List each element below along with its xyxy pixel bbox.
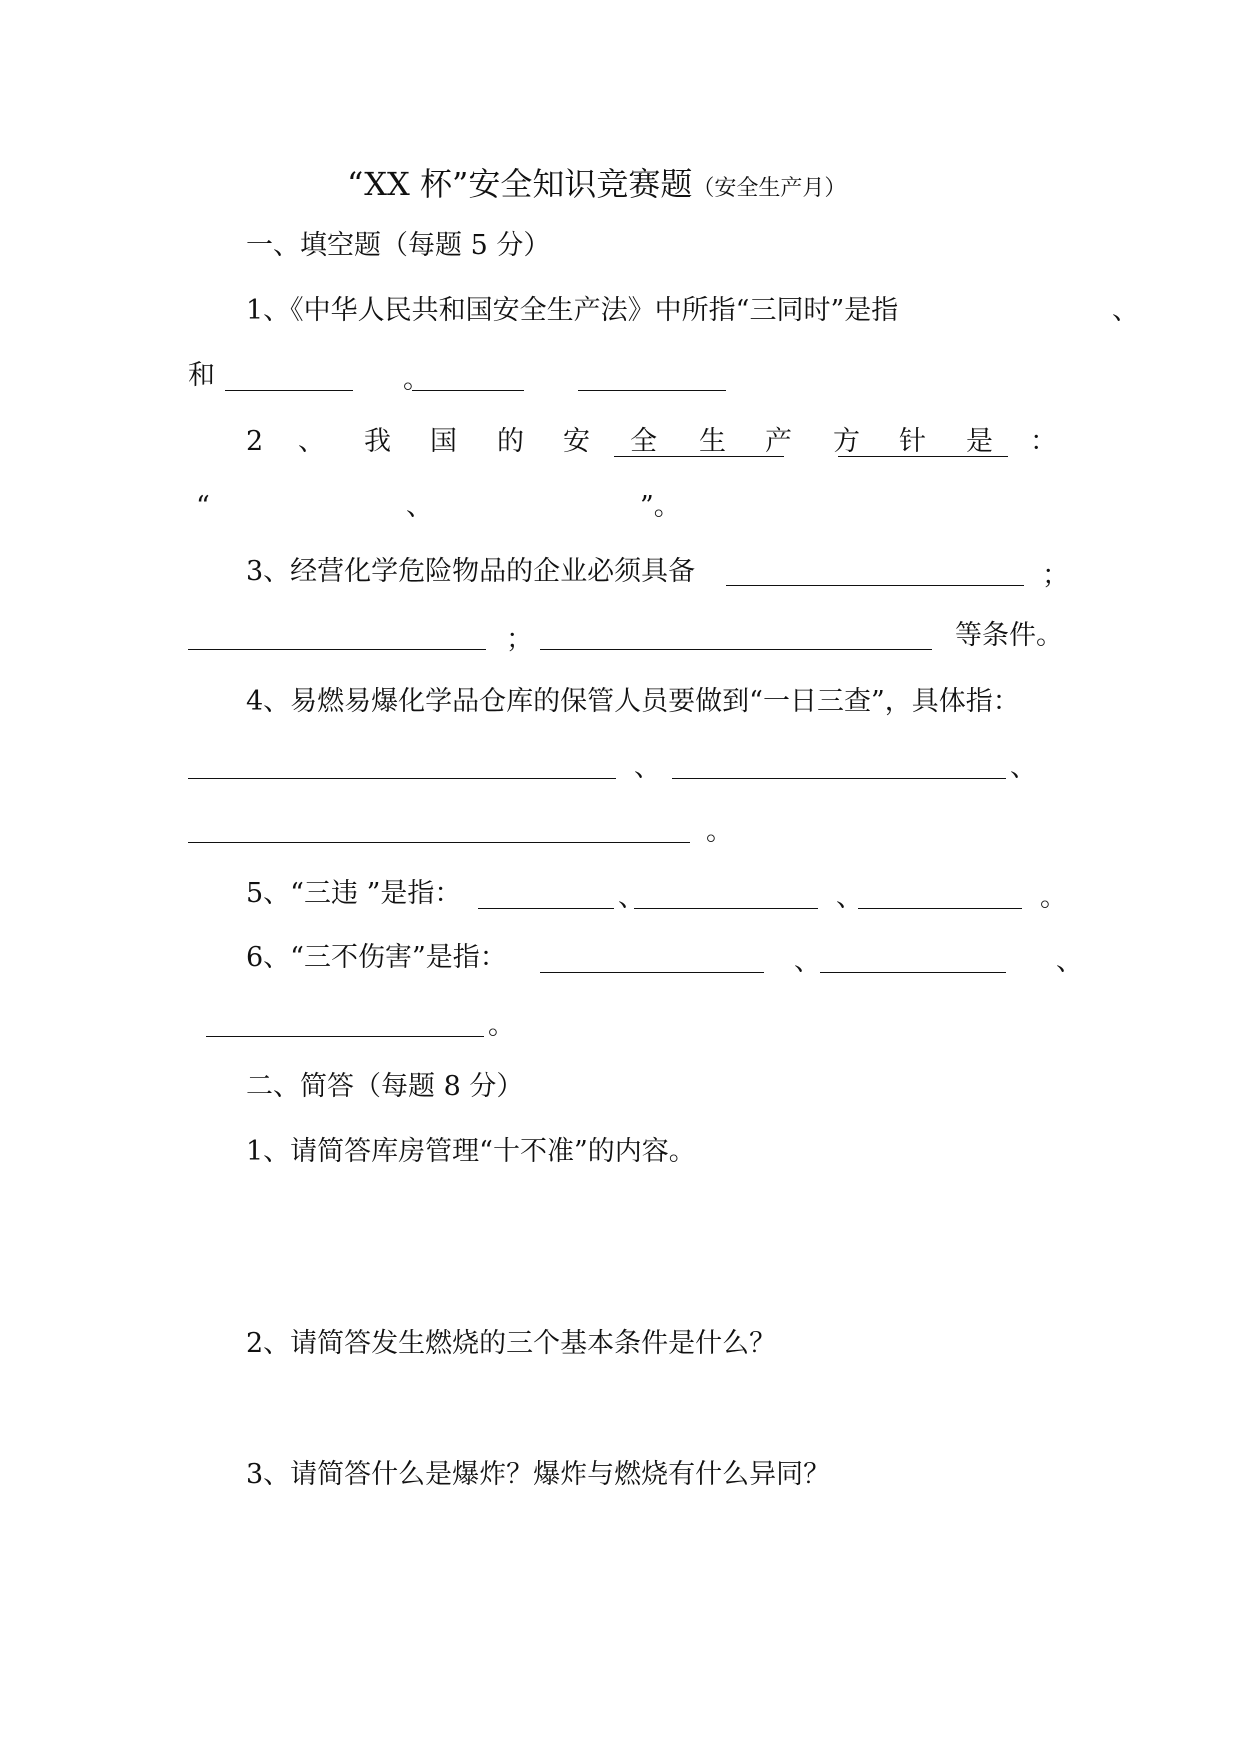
short-answer-question: 2、请简答发生燃烧的三个基本条件是什么？ [246, 1328, 777, 1359]
short-answer-question: 3、请简答什么是爆炸？爆炸与燃烧有什么异同？ [246, 1459, 831, 1490]
question-5-comma-1: 、 [618, 882, 645, 913]
question-6-blank-3[interactable] [206, 1036, 484, 1037]
question-1-and: 和 [188, 360, 215, 391]
question-4-blank-3[interactable] [188, 842, 690, 843]
question-1-blank-2[interactable] [412, 390, 524, 391]
question-6-comma-2: 、 [1056, 946, 1083, 977]
question-3-blank-2[interactable] [188, 649, 486, 650]
question-3-blank-3[interactable] [540, 649, 932, 650]
question-2-char: 全 [630, 426, 657, 457]
question-4-period: 。 [706, 816, 733, 847]
question-5-text: 5、“三违 ”是指： [246, 878, 462, 909]
question-2-char: 生 [699, 426, 726, 457]
question-2-char: 产 [765, 426, 792, 457]
question-5-blank-2[interactable] [634, 908, 818, 909]
page-title [347, 164, 846, 209]
question-5-blank-1[interactable] [478, 908, 614, 909]
question-4-comma-1: 、 [634, 752, 661, 783]
question-2-open-quote: “ [196, 491, 210, 522]
question-6-blank-2[interactable] [820, 972, 1006, 973]
question-1-comma: 、 [1112, 295, 1139, 326]
question-2-char: 针 [899, 426, 926, 457]
question-1-period: 。 [403, 364, 430, 395]
question-2-char: 是 [966, 426, 993, 457]
section-heading-fill-in: 一、填空题（每题 5 分） [246, 230, 551, 261]
question-6-blank-1[interactable] [540, 972, 764, 973]
question-2-char: 2 [246, 426, 264, 457]
question-3-tail: 等条件。 [955, 620, 1063, 651]
question-3-semicolon-2: ； [506, 624, 533, 655]
question-2-blank-2[interactable] [838, 456, 1008, 457]
question-4-blank-1[interactable] [188, 778, 616, 779]
question-4-text: 4、易燃易爆化学品仓库的保管人员要做到“一日三查”，具体指： [246, 686, 1020, 717]
question-2-char: 方 [833, 426, 860, 457]
title-note: （安全生产月） [692, 176, 847, 201]
question-2-char: 安 [563, 426, 590, 457]
question-2-char: 、 [298, 426, 325, 457]
question-2-close: ”。 [640, 491, 681, 522]
question-3-semicolon-1: ； [1042, 560, 1069, 591]
question-2-char: 我 [364, 426, 391, 457]
question-6-comma-1: 、 [794, 946, 821, 977]
question-2-char: ： [1030, 426, 1057, 457]
question-2-char: 的 [497, 426, 524, 457]
section-heading-short-answer: 二、简答（每题 8 分） [246, 1071, 524, 1102]
question-2-mid-comma: 、 [406, 491, 433, 522]
question-5-comma-2: 、 [836, 882, 863, 913]
title-main: “XX 杯”安全知识竞赛题 [347, 165, 693, 203]
question-6-text: 6、“三不伤害”是指： [246, 942, 507, 973]
question-2-blank-1[interactable] [614, 456, 784, 457]
short-answer-question: 1、请简答库房管理“十不准”的内容。 [246, 1136, 696, 1167]
question-2-char: 国 [430, 426, 457, 457]
question-3-blank-1[interactable] [726, 585, 1024, 586]
question-1-blank-1[interactable] [225, 390, 353, 391]
question-6-period: 。 [488, 1010, 515, 1041]
question-1-blank-3[interactable] [578, 390, 726, 391]
question-5-blank-3[interactable] [858, 908, 1022, 909]
question-3-text: 3、经营化学危险物品的企业必须具备 [246, 556, 696, 587]
question-1-text: 1、《中华人民共和国安全生产法》中所指“三同时”是指 [246, 295, 899, 326]
question-5-period: 。 [1040, 882, 1067, 913]
question-4-comma-2: 、 [1010, 752, 1037, 783]
question-4-blank-2[interactable] [672, 778, 1006, 779]
